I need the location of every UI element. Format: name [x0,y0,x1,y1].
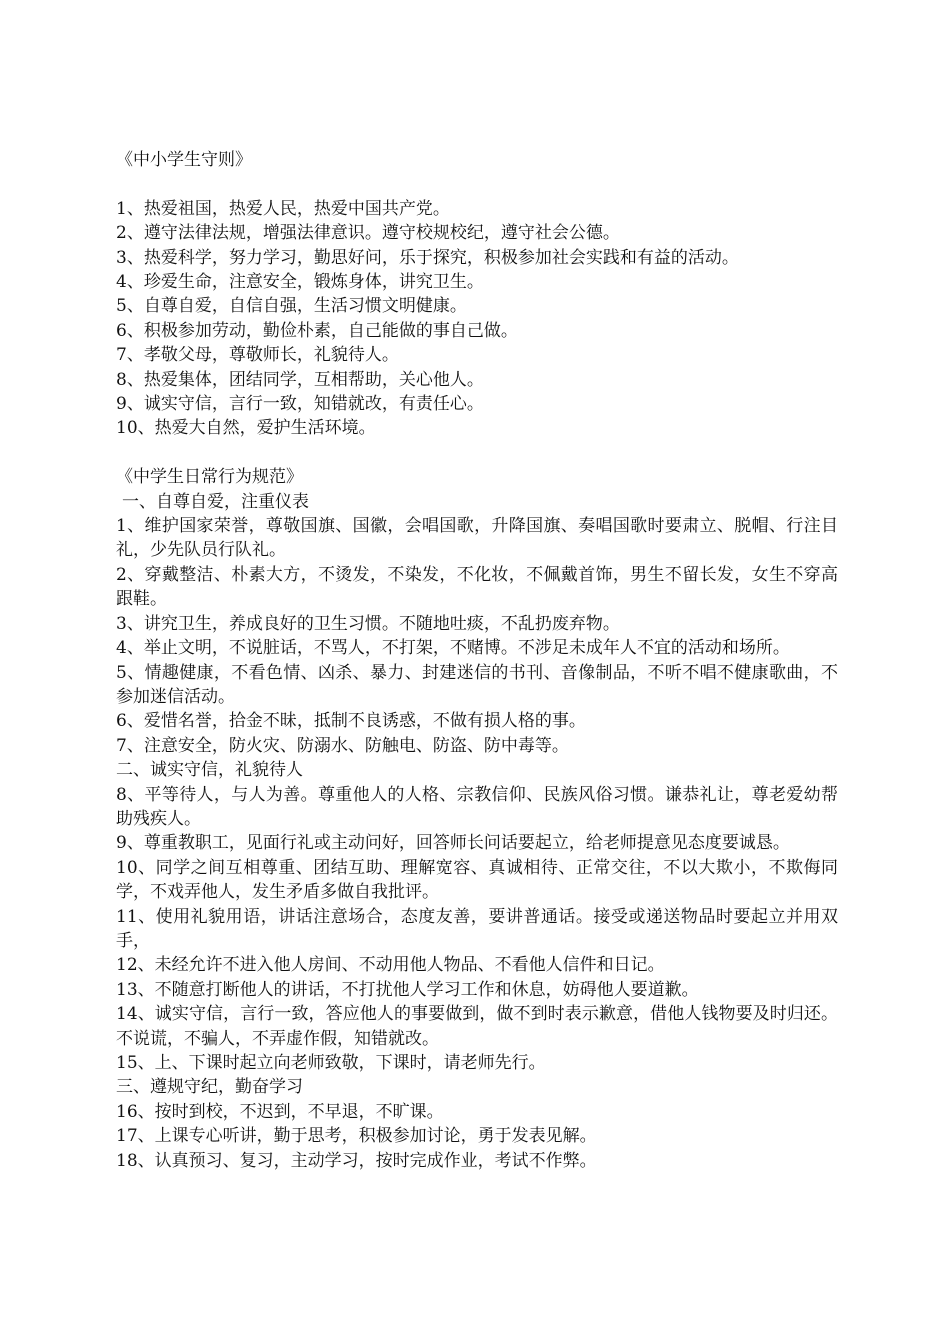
section-2-list [116,783,838,1076]
norm-item: 5、情趣健康，不看色情、凶杀、暴力、封建迷信的书刊、音像制品，不听不唱不健康歌曲，不参加迷信活动。 [116,662,838,707]
rule-item: 10、热爱大自然，爱护生活环境。 [116,418,376,439]
norm-item: 13、不随意打断他人的讲话，不打扰他人学习工作和休息，妨碍他人要道歉。 [116,979,699,1000]
rule-item: 5、自尊自爱，自信自强，生活习惯文明健康。 [116,296,467,317]
blank-line [116,441,838,465]
rules-list [116,197,838,441]
norm-item: 14、诚实守信，言行一致，答应他人的事要做到，做不到时表示歉意，借他人钱物要及时归还。不说谎，不骗人，不弄虚作假，知错就改。 [116,1004,838,1049]
norm-item: 9、尊重教职工，见面行礼或主动问好，回答师长问话要起立，给老师提意见态度要诚恳。 [116,833,790,854]
norm-item: 18、认真预习、复习，主动学习，按时完成作业，考试不作弊。 [116,1150,597,1171]
section-heading: 一、自尊自爱，注重仪表 [122,491,309,512]
norm-item: 16、按时到校，不迟到，不早退，不旷课。 [116,1101,444,1122]
section-3-list [116,1100,838,1173]
norm-item: 3、讲究卫生，养成良好的卫生习惯。不随地吐痰，不乱扔废弃物。 [116,613,620,634]
rule-item: 3、热爱科学，努力学习，勤思好问，乐于探究，积极参加社会实践和有益的活动。 [116,247,739,268]
norm-item: 4、举止文明，不说脏话，不骂人，不打架，不赌博。不涉足未成年人不宜的活动和场所。 [116,638,790,659]
rule-item: 2、遵守法律法规，增强法律意识。遵守校规校纪，遵守社会公德。 [116,223,620,244]
section-1-list [116,514,838,758]
norms-title: 《中学生日常行为规范》 [116,467,303,488]
rule-item: 9、诚实守信，言行一致，知错就改，有责任心。 [116,394,484,415]
norm-item: 8、平等待人，与人为善。尊重他人的人格、宗教信仰、民族风俗习惯。谦恭礼让，尊老爱幼帮助残疾人。 [116,784,838,829]
rule-item: 1、热爱祖国，热爱人民，热爱中国共产党。 [116,198,450,219]
norm-item: 17、上课专心听讲，勤于思考，积极参加讨论，勇于发表见解。 [116,1126,597,1147]
blank-line [116,172,838,196]
norm-item: 6、爱惜名誉，拾金不昧，抵制不良诱惑，不做有损人格的事。 [116,711,586,732]
section-heading: 三、遵规守纪，勤奋学习 [116,1077,303,1098]
norm-item: 10、同学之间互相尊重、团结互助、理解宽容、真诚相待、正常交往，不以大欺小，不欺侮同学，不戏弄他人，发生矛盾多做自我批评。 [116,857,838,903]
document-page [116,148,838,1173]
norm-item: 1、维护国家荣誉，尊敬国旗、国徽，会唱国歌，升降国旗、奏唱国歌时要肃立、脱帽、行注目礼，少先队员行队礼。 [116,516,838,561]
rule-item: 4、珍爱生命，注意安全，锻炼身体，讲究卫生。 [116,272,484,293]
norm-item: 15、上、下课时起立向老师致敬，下课时，请老师先行。 [116,1053,546,1073]
rule-item: 6、积极参加劳动，勤俭朴素，自己能做的事自己做。 [116,320,518,341]
rule-item: 7、孝敬父母，尊敬师长，礼貌待人。 [116,345,399,366]
norm-item: 11、使用礼貌用语，讲话注意场合，态度友善，要讲普通话。接受或递送物品时要起立并用双手， [116,906,838,951]
norm-item: 7、注意安全，防火灾、防溺水、防触电、防盗、防中毒等。 [116,735,569,756]
section-heading: 二、诚实守信，礼貌待人 [116,760,303,781]
rule-item: 8、热爱集体，团结同学，互相帮助，关心他人。 [116,369,484,390]
norm-item: 2、穿戴整洁、朴素大方，不烫发，不染发，不化妆，不佩戴首饰，男生不留长发，女生不穿高跟鞋。 [116,564,838,610]
rules-title: 《中小学生守则》 [116,150,252,170]
norm-item: 12、未经允许不进入他人房间、不动用他人物品、不看他人信件和日记。 [116,955,665,976]
